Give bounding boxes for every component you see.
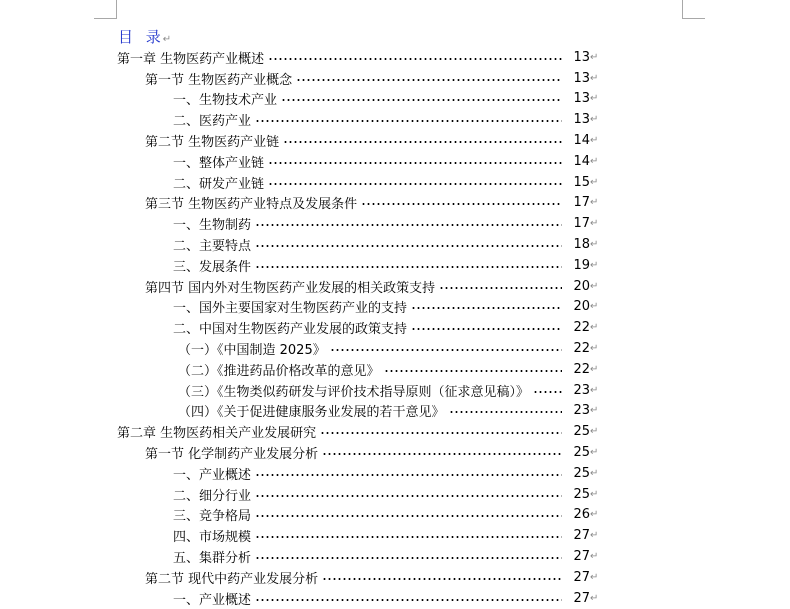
toc-entry-page: 25 — [573, 445, 590, 461]
paragraph-mark-icon: ↵ — [590, 343, 599, 355]
paragraph-mark-icon: ↵ — [590, 426, 599, 438]
dot-leader — [255, 240, 562, 253]
toc-entry-page: 17 — [573, 216, 590, 232]
paragraph-mark-icon: ↵ — [590, 218, 599, 230]
toc-entry-title: （二）《推进药品价格改革的意见》 — [178, 363, 380, 379]
toc-entry-page: 13 — [573, 91, 590, 107]
toc-entry-page: 20 — [573, 278, 590, 294]
dot-leader — [330, 344, 562, 357]
toc-entry[interactable] — [145, 276, 600, 297]
paragraph-mark-icon: ↵ — [590, 301, 599, 313]
toc-entry[interactable] — [178, 338, 600, 359]
dot-leader — [255, 489, 562, 502]
toc-entry[interactable] — [173, 588, 600, 609]
toc-heading[interactable] — [118, 26, 171, 47]
paragraph-mark-icon: ↵ — [590, 384, 599, 396]
toc-entry[interactable] — [173, 297, 600, 318]
toc-entry-title: 四、市场规模 — [173, 530, 252, 546]
toc-entry[interactable] — [173, 109, 600, 130]
toc-entry[interactable] — [117, 421, 600, 442]
toc-entry-page: 25 — [573, 486, 590, 502]
toc-entry-title: 二、细分行业 — [173, 488, 252, 504]
crop-mark-top-right — [682, 0, 705, 19]
toc-entry-page: 20 — [573, 299, 590, 315]
paragraph-mark-icon: ↵ — [590, 363, 599, 375]
toc-entry-title: 第二节 生物医药产业链 — [145, 135, 280, 151]
toc-entry-title: 第一节 化学制药产业发展分析 — [145, 447, 319, 463]
toc-entry[interactable] — [173, 505, 600, 526]
toc-entry[interactable] — [173, 317, 600, 338]
paragraph-mark-icon: ↵ — [162, 34, 172, 45]
dot-leader — [411, 323, 562, 336]
toc-entry-page: 27 — [573, 549, 590, 565]
paragraph-mark-icon: ↵ — [590, 488, 599, 500]
toc-entry-page: 13 — [573, 112, 590, 128]
toc-entry-title: 一、产业概述 — [173, 592, 252, 608]
dot-leader — [255, 468, 562, 481]
toc-entry-page: 22 — [573, 361, 590, 377]
dot-leader — [296, 73, 562, 86]
toc-entry-page: 15 — [573, 174, 590, 190]
toc-entry-title: 第一节 生物医药产业概念 — [145, 72, 293, 88]
toc-entry-page: 14 — [573, 153, 590, 169]
paragraph-mark-icon: ↵ — [590, 114, 599, 126]
toc-entry-page: 18 — [573, 237, 590, 253]
toc-entry-page: 27 — [573, 569, 590, 585]
dot-leader — [255, 115, 562, 128]
toc-entry-title: 三、发展条件 — [173, 259, 252, 275]
paragraph-mark-icon: ↵ — [590, 93, 599, 105]
paragraph-mark-icon: ↵ — [590, 259, 599, 271]
toc-entry-title: 第二节 现代中药产业发展分析 — [145, 571, 319, 587]
toc-entry[interactable] — [173, 234, 600, 255]
toc-entry[interactable] — [173, 463, 600, 484]
toc-entry-page: 22 — [573, 341, 590, 357]
toc-entry-title: 一、国外主要国家对生物医药产业的支持 — [173, 301, 408, 317]
toc-entry[interactable] — [173, 89, 600, 110]
toc-entry[interactable] — [145, 68, 600, 89]
toc-entry-title: （三）《生物类似药研发与评价技术指导原则（征求意见稿）》 — [178, 384, 530, 400]
paragraph-mark-icon: ↵ — [590, 239, 599, 251]
dot-leader — [268, 177, 562, 190]
toc-entry[interactable] — [173, 172, 600, 193]
toc-entry-page: 13 — [573, 49, 590, 65]
paragraph-mark-icon: ↵ — [590, 176, 599, 188]
toc-entry[interactable] — [173, 151, 600, 172]
toc-entry-title: （四）《关于促进健康服务业发展的若干意见》 — [178, 405, 445, 421]
toc-entry-title: 三、竞争格局 — [173, 509, 252, 525]
toc-entry[interactable] — [145, 567, 600, 588]
dot-leader — [533, 385, 562, 398]
dot-leader — [439, 281, 562, 294]
toc-entry-title: 二、主要特点 — [173, 239, 252, 255]
dot-leader — [268, 52, 562, 65]
toc-entry-page: 14 — [573, 133, 590, 149]
dot-leader — [384, 364, 562, 377]
toc-entry-page: 13 — [573, 70, 590, 86]
paragraph-mark-icon: ↵ — [590, 72, 599, 84]
crop-mark-top-left — [94, 0, 117, 19]
dot-leader — [283, 136, 562, 149]
dot-leader — [255, 531, 562, 544]
toc-entry-title: （一）《中国制造 2025》 — [178, 343, 326, 359]
toc-entry[interactable] — [178, 359, 600, 380]
paragraph-mark-icon: ↵ — [590, 447, 599, 459]
paragraph-mark-icon: ↵ — [590, 197, 599, 209]
toc-entry[interactable] — [173, 546, 600, 567]
toc-entry-page: 25 — [573, 424, 590, 440]
toc-entry[interactable] — [173, 484, 600, 505]
toc-entry-page: 27 — [573, 528, 590, 544]
dot-leader — [322, 572, 562, 585]
dot-leader — [255, 219, 562, 232]
toc-entry-title: 五、集群分析 — [173, 551, 252, 567]
dot-leader — [320, 427, 562, 440]
dot-leader — [322, 448, 562, 461]
paragraph-mark-icon: ↵ — [590, 467, 599, 479]
paragraph-mark-icon: ↵ — [590, 530, 599, 542]
dot-leader — [268, 156, 562, 169]
toc-entry-title: 二、中国对生物医药产业发展的政策支持 — [173, 322, 408, 338]
dot-leader — [255, 510, 562, 523]
toc-entry[interactable] — [145, 442, 600, 463]
paragraph-mark-icon: ↵ — [590, 51, 599, 63]
toc-entry[interactable] — [173, 525, 600, 546]
dot-leader — [255, 260, 562, 273]
toc-entry-title: 二、研发产业链 — [173, 176, 265, 192]
paragraph-mark-icon: ↵ — [590, 592, 599, 604]
toc-entry-title: 一、生物制药 — [173, 218, 252, 234]
paragraph-mark-icon: ↵ — [590, 280, 599, 292]
paragraph-mark-icon: ↵ — [590, 551, 599, 563]
paragraph-mark-icon: ↵ — [590, 135, 599, 147]
toc-entry-title: 第二章 生物医药相关产业发展研究 — [117, 426, 317, 442]
toc-entry[interactable] — [145, 130, 600, 151]
dot-leader — [255, 552, 562, 565]
table-of-contents — [0, 47, 790, 609]
dot-leader — [281, 94, 562, 107]
toc-entry-page: 19 — [573, 257, 590, 273]
toc-entry-page: 23 — [573, 382, 590, 398]
paragraph-mark-icon: ↵ — [590, 155, 599, 167]
toc-entry[interactable] — [117, 47, 600, 68]
toc-entry-title: 第一章 生物医药产业概述 — [117, 51, 265, 67]
dot-leader — [255, 593, 562, 606]
toc-entry-title: 第三节 生物医药产业特点及发展条件 — [145, 197, 358, 213]
toc-entry-title: 二、医药产业 — [173, 114, 252, 130]
paragraph-mark-icon: ↵ — [590, 322, 599, 334]
toc-entry-title: 一、整体产业链 — [173, 155, 265, 171]
toc-entry-title: 一、产业概述 — [173, 467, 252, 483]
dot-leader — [411, 302, 562, 315]
dot-leader — [361, 198, 562, 211]
dot-leader — [449, 406, 562, 419]
toc-entry[interactable] — [145, 193, 600, 214]
toc-entry[interactable] — [178, 401, 600, 422]
paragraph-mark-icon: ↵ — [590, 405, 599, 417]
toc-entry-page: 23 — [573, 403, 590, 419]
toc-entry[interactable] — [178, 380, 600, 401]
toc-heading-text: 目 录 — [118, 28, 165, 46]
toc-entry-page: 17 — [573, 195, 590, 211]
toc-entry-page: 27 — [573, 590, 590, 606]
toc-entry[interactable] — [173, 213, 600, 234]
toc-entry-page: 26 — [573, 507, 590, 523]
toc-entry-page: 22 — [573, 320, 590, 336]
toc-entry[interactable] — [173, 255, 600, 276]
toc-entry-title: 第四节 国内外对生物医药产业发展的相关政策支持 — [145, 280, 436, 296]
toc-entry-page: 25 — [573, 465, 590, 481]
toc-entry-title: 一、生物技术产业 — [173, 93, 278, 109]
paragraph-mark-icon: ↵ — [590, 571, 599, 583]
paragraph-mark-icon: ↵ — [590, 509, 599, 521]
